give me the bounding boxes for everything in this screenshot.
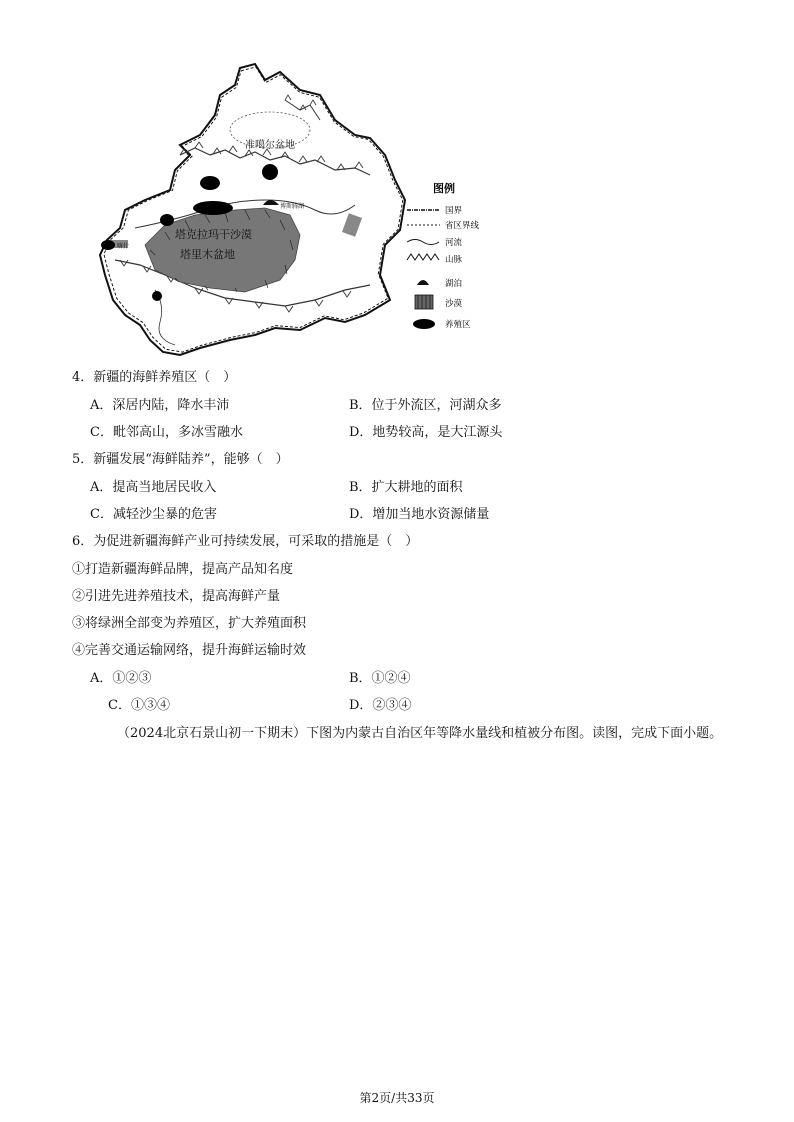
junggar-label: 准噶尔盆地 <box>245 140 295 151</box>
farming-area <box>160 214 174 226</box>
q6-option-d: D．②③④ <box>349 698 412 713</box>
q5-option-a: A．提高当地居民收入 <box>90 480 217 495</box>
farming-area <box>200 176 220 190</box>
legend-item-desert: 沙漠 <box>445 299 463 309</box>
legend-item-farming: 养殖区 <box>445 320 471 330</box>
q6-option-a: A．①②③ <box>90 671 152 686</box>
map-graphic <box>95 60 505 360</box>
q5-option-d: D．增加当地水资源储量 <box>349 507 490 522</box>
q4-option-c: C．毗邻高山，多冰雪融水 <box>90 425 243 440</box>
map-legend <box>407 181 480 330</box>
question-5-stem: 5．新疆发展“海鲜陆养”，能够（ ） <box>72 452 289 467</box>
farming-area <box>193 201 233 215</box>
page-number-footer: 第2页/共33页 <box>359 1091 435 1105</box>
q6-statement-2: ②引进先进养殖技术，提高海鲜产量 <box>72 589 281 604</box>
farming-area <box>152 291 162 301</box>
legend-item-mountain: 山脉 <box>445 255 463 265</box>
question-6-stem: 6．为促进新疆海鲜产业可持续发展，可采取的措施是（ ） <box>72 534 419 549</box>
lake-label: 博斯腾湖 <box>280 203 305 210</box>
q4-option-a: A．深居内陆，降水丰沛 <box>90 398 230 413</box>
farming-area <box>101 240 115 250</box>
farming-area <box>262 164 278 180</box>
q5-option-c: C．减轻沙尘暴的危害 <box>90 507 217 522</box>
q6-statement-1: ①打造新疆海鲜品牌，提高产品知名度 <box>72 562 294 577</box>
q6-statement-3: ③将绿洲全部变为养殖区，扩大养殖面积 <box>72 616 307 631</box>
taklimakan-label: 塔克拉玛干沙漠 <box>175 228 252 241</box>
q5-option-b: B．扩大耕地的面积 <box>349 480 463 495</box>
q6-statement-4: ④完善交通运输网络，提升海鲜运输时效 <box>72 643 307 658</box>
tarim-label: 塔里木盆地 <box>180 248 235 261</box>
q6-option-c: C．①③④ <box>108 698 170 713</box>
legend-item-lake: 湖泊 <box>445 279 463 289</box>
q4-option-d: D．地势较高，是大江源头 <box>349 425 503 440</box>
legend-item-river: 河流 <box>445 238 463 248</box>
next-section-intro: （2024北京石景山初一下期末）下图为内蒙古自治区年等降水量线和植被分布图。读图，完成下面小题。 <box>117 726 723 741</box>
legend-title: 图例 <box>433 182 455 195</box>
xinjiang-map <box>95 60 505 360</box>
question-4-stem: 4．新疆的海鲜养殖区（ ） <box>72 370 237 385</box>
legend-item-border: 国界 <box>445 206 463 216</box>
legend-item-province: 省区界线 <box>445 221 480 231</box>
kashgar-label: 喀什 <box>117 243 130 250</box>
q4-option-b: B．位于外流区，河湖众多 <box>349 398 502 413</box>
q6-option-b: B．①②④ <box>349 671 411 686</box>
